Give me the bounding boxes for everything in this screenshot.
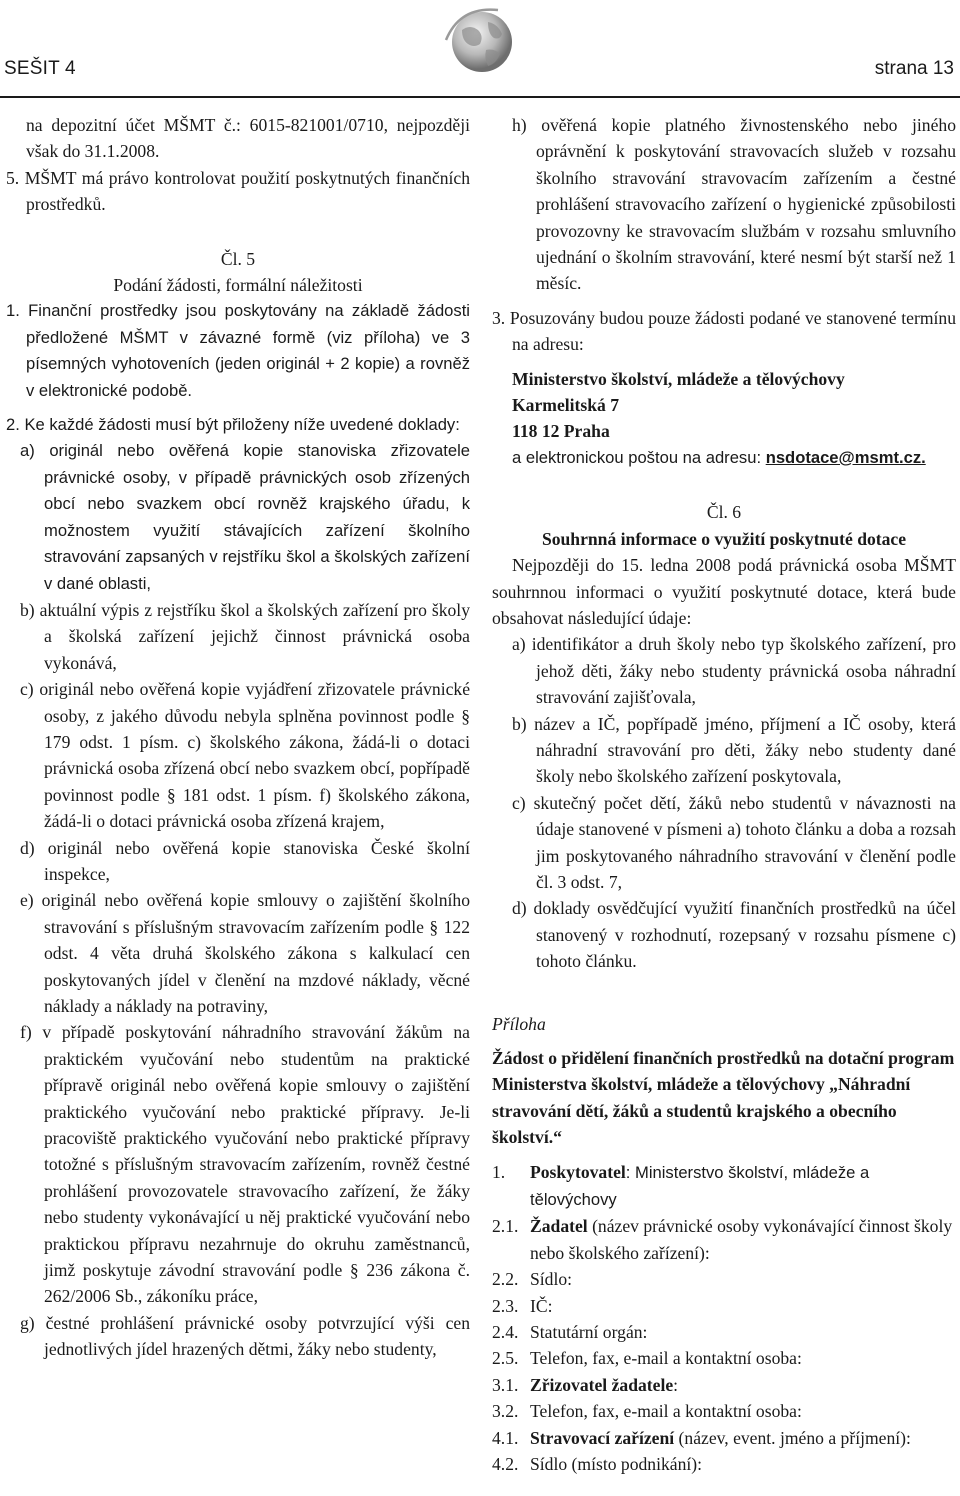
article-6-item-c: c) skutečný počet dětí, žáků nebo studentů v návaznosti na údaje stanovené v písmeni a) tohoto článku a doba a rozsah jim poskytovaného náhradního stravování v členění podle čl. 3 odst. 7,: [512, 792, 956, 892]
email-line: [512, 445, 956, 471]
form-item: 3.1. Zřizovatel žadatele:: [492, 1374, 679, 1395]
form-items-list: [492, 1159, 956, 1478]
form-item: 2.5. Telefon, fax, e-mail a kontaktní osoba:: [492, 1348, 802, 1369]
page-number: strana 13: [874, 58, 954, 79]
right-column: [492, 112, 956, 1478]
globe-icon: [440, 0, 520, 80]
email-prefix: a elektronickou poštou na adresu:: [512, 447, 766, 467]
address-block: [492, 366, 956, 472]
list-item-f: f) v případě poskytování náhradního stravování žákům na praktickém vyučování nebo studentům na praktické přípravě originál nebo ověřená kopie smlouvy o zajištění praktického vyučování nebo praktické přípravy. Je-li pracoviště praktického vyučování nebo praktické přípravy totožné s příslušným stravovacím zařízením, rovněž čestné prohlášení provozovatele stravovacího zařízení, že žáky nebo studenty vykonávající u něj praktické vyučování nebo praktickou přípravu nezahrnuje do okruhu zaměstnanců, jimž poskytuje závodní stravování podle § 236 zákona č. 262/2006 Sb., zákoníku práce,: [20, 1022, 470, 1307]
article-6-title: Souhrnná informace o využití poskytnuté dotace: [541, 528, 907, 549]
article-5-number: Čl. 5: [220, 248, 256, 269]
article-6-item-a: a) identifikátor a druh školy nebo typ školského zařízení, pro jehož děti, žáky nebo studenty právnická osoba náhradní stravování zajišťovala,: [512, 634, 956, 708]
annex-label: Příloha: [492, 1013, 546, 1034]
paragraph-3: 3. Posuzovány budou pouze žádosti podané ve stanovené termínu na adresu:: [492, 307, 956, 355]
form-item: 3.2. Telefon, fax, e-mail a kontaktní osoba:: [492, 1401, 802, 1422]
list-item-c: c) originál nebo ověřená kopie vyjádření zřizovatele právnické osoby, z jakého důvodu nebyla splněna povinnost podle § 179 odst. 1 písm. c) školského zákona, žádá-li o dotaci právnická osoba zřízená obcí nebo svazkem obcí, popřípadě povinnost podle § 181 odst. 1 písm. f) školského zákona, žádá-li o dotaci právnická osoba zřízená krajem,: [20, 679, 470, 832]
form-item: 4.1. Stravovací zařízení (název, event. jméno a příjmení):: [492, 1427, 911, 1448]
address-line-3: 118 12 Praha: [512, 421, 610, 442]
header-divider: [0, 96, 960, 98]
paragraph-1: 1. Finanční prostředky jsou poskytovány na základě žádosti předložené MŠMT v závazné formě (viz příloha) ve 3 písemných vyhotoveních (jeden originál + 2 kopie) a rovněž v elektronické podobě.: [6, 301, 470, 400]
list-item-h: h) ověřená kopie platného živnostenského nebo jiného oprávnění k poskytování stravovacích služeb v rozsahu školního stravování stravovacím zařízením a čestné prohlášení stravovacího zařízení o hygienické způsobilosti provozovny ke stravovacím službám v rozsahu smluvního ujednání o školním stravování, které nesmí být starší než 1 měsíc.: [512, 115, 956, 294]
list-item-d: d) originál nebo ověřená kopie stanoviska České školní inspekce,: [20, 837, 470, 884]
article-6-item-d: d) doklady osvědčující využití finančních prostředků na účel stanovený v rozhodnutí, rozepsaný v rozsahu písmene c) tohoto článku.: [512, 898, 956, 972]
intro-text: na depozitní účet MŠMT č.: 6015-821001/0710, nejpozději však do 31.1.2008.: [26, 115, 470, 162]
article-6-number: Čl. 6: [706, 502, 742, 523]
paragraph-2: 2. Ke každé žádosti musí být přiloženy níže uvedené doklady:: [6, 415, 460, 435]
article-5-title: Podání žádosti, formální náležitosti: [113, 275, 363, 296]
form-item: 1. Poskytovatel: Ministerstvo školství, mládeže a tělovýchovy: [492, 1161, 870, 1210]
annex-title: Žádost o přidělení finančních prostředků na dotační program Ministerstva školství, mládeže a tělovýchovy „Náhradní stravování dětí, žáků a studentů krajského a obecního školství.“: [492, 1048, 955, 1148]
form-item: 2.4. Statutární orgán:: [492, 1322, 648, 1343]
point-5: 5. MŠMT má právo kontrolovat použití poskytnutých finančních prostředků.: [6, 167, 470, 215]
email-link[interactable]: nsdotace@msmt.cz.: [765, 447, 926, 467]
address-line-2: Karmelitská 7: [512, 395, 620, 416]
article-6-item-b: b) název a IČ, popřípadě jméno, příjmení a IČ osoby, která náhradní stravování pro děti, žáky nebo studenty dané školy nebo školského zařízení poskytovala,: [512, 713, 956, 787]
page-section-label: SEŠIT 4: [4, 58, 76, 79]
left-column: [6, 112, 470, 1363]
list-item-b: b) aktuální výpis z rejstříku škol a školských zařízení pro školy a školská zařízení jejichž činnost právnická osoba vykonává,: [20, 599, 470, 673]
address-line-1: Ministerstvo školství, mládeže a tělovýchovy: [512, 368, 845, 389]
form-item: 2.2. Sídlo:: [492, 1269, 573, 1290]
form-item: 2.3. IČ:: [492, 1295, 553, 1316]
article-6-intro: Nejpozději do 15. ledna 2008 podá právnická osoba MŠMT souhrnnou informaci o využití poskytnuté dotace, která bude obsahovat následující údaje:: [492, 555, 956, 628]
list-item-a: a) originál nebo ověřená kopie stanoviska zřizovatele právnické osoby, v případě právnických osob zřízených obcí nebo svazkem obcí rovněž krajského úřadu, k možnostem využití stávajících zařízení školního stravování zapsaných v rejstříku škol a školských zařízení v dané oblasti,: [20, 441, 470, 593]
form-item: 2.1. Žadatel (název právnické osoby vykonávající činnost školy nebo školského zařízení):: [492, 1216, 953, 1263]
list-item-g: g) čestné prohlášení právnické osoby potvrzující výši cen jednotlivých jídel hrazených dětmi, žáky nebo studenty,: [20, 1312, 470, 1360]
list-item-e: e) originál nebo ověřená kopie smlouvy o zajištění školního stravování s příslušným stravovacím zařízením podle § 122 odst. 4 věta druhá školského zákona s kalkulací cen poskytovaných jídel v členění na mzdové náklady, věcné náklady a náklady na potraviny,: [20, 890, 470, 1016]
form-item: 4.2. Sídlo (místo podnikání):: [492, 1454, 703, 1475]
